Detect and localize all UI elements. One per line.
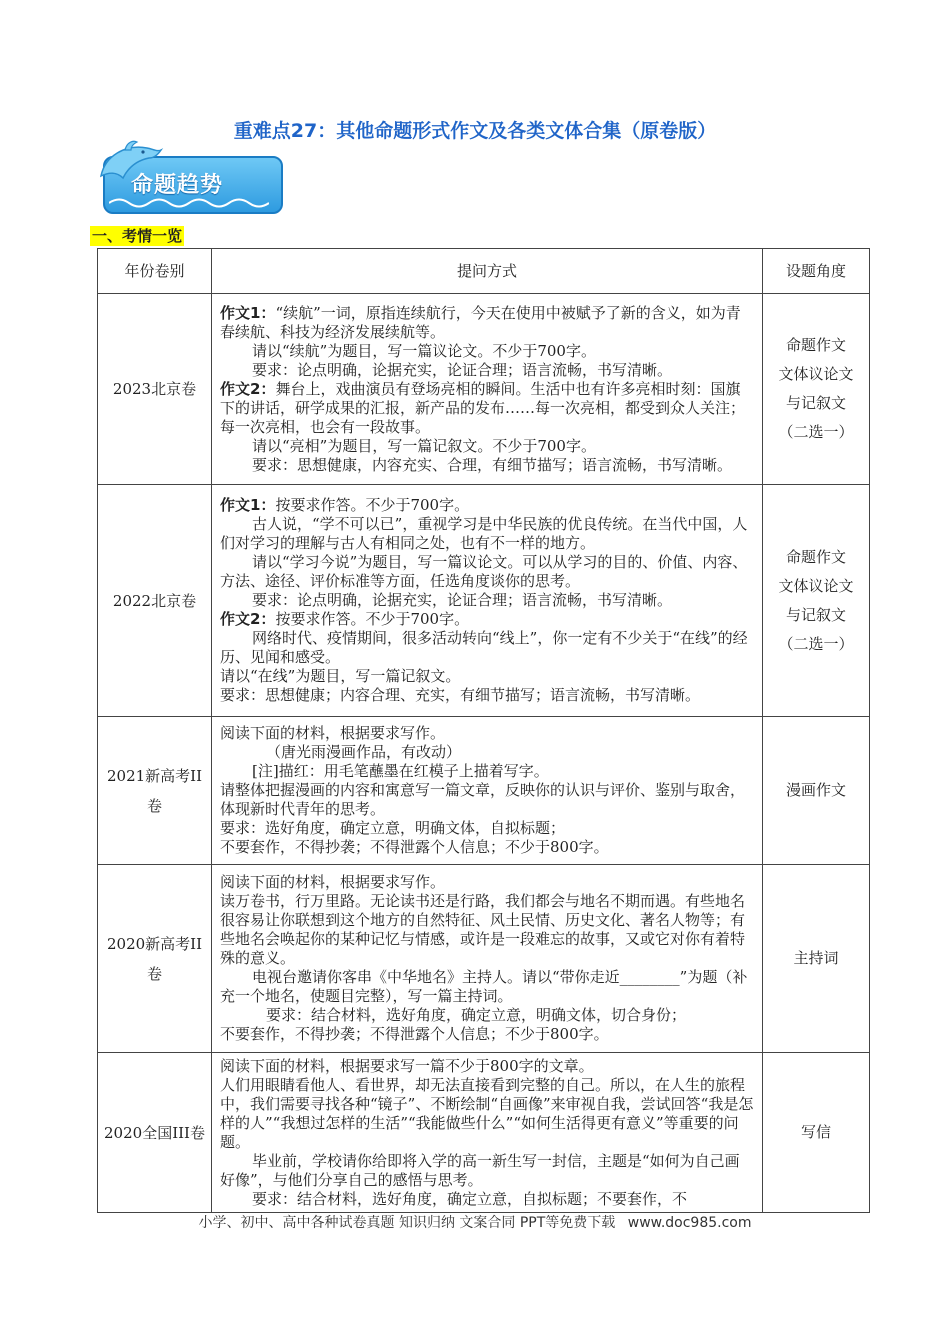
angle-cell (763, 717, 870, 865)
year-cell: 2021新高考II卷 (98, 717, 212, 865)
question-line (220, 1057, 754, 1076)
question-text: 要求：结合材料，选好角度，确定立意，自拟标题；不要套作，不 (252, 1189, 688, 1208)
page-title: 重难点27：其他命题形式作文及各类文体合集（原卷版） (233, 120, 717, 142)
question-text: [注]描红：用毛笔蘸墨在红模子上描着写字。 (252, 762, 549, 780)
question-line (220, 496, 754, 515)
banner (95, 138, 285, 220)
table-row (98, 485, 870, 717)
question-text: 请以“学习今说”为题目，写一篇议论文。可以从学习的目的、价值、内容、方法、途径、评价标准等方面，任选角度谈你的思考。 (220, 553, 748, 590)
question-text: 按要求作答。不少于700字。 (275, 496, 470, 514)
question-line (220, 1006, 754, 1025)
essay-label: 作文2： (220, 379, 276, 398)
question-text: 不要套作，不得抄袭；不得泄露个人信息；不少于800字。 (220, 1025, 609, 1043)
angle-line: 文体议论文 (778, 576, 854, 595)
question-line (220, 610, 754, 629)
question-cell (212, 865, 763, 1053)
footer-text: 小学、初中、高中各种试卷真题 知识归纳 文案合同 PPT等免费下载 (198, 1215, 616, 1231)
banner-label: 命题趋势 (131, 173, 224, 198)
question-line (220, 781, 754, 819)
footer (0, 1212, 950, 1232)
question-line (220, 380, 754, 437)
question-line (220, 1076, 754, 1152)
question-text: 舞台上，戏曲演员有登场亮相的瞬间。生活中也有许多亮相时刻：国旗下的讲话，研学成果的汇报，新产品的发布……每一次亮相，都受到众人关注；每一次亮相，也会有一段故事。 (220, 379, 746, 436)
question-text: 要求：论点明确，论据充实，论证合理；语言流畅，书写清晰。 (252, 591, 673, 609)
question-text: 阅读下面的材料，根据要求写作。 (220, 873, 446, 891)
question-line (220, 968, 754, 1006)
question-line (220, 437, 754, 456)
question-text: 请以“亮相”为题目，写一篇记叙文。不少于700字。 (252, 436, 596, 455)
question-text: 请以“在线”为题目，写一篇记叙文。 (220, 667, 461, 685)
question-text: 毕业前，学校请你给即将入学的高一新生写一封信，主题是“如何为自己画好像”，与他们分享自己的感悟与思考。 (220, 1151, 740, 1189)
header-year: 年份卷别 (98, 249, 212, 294)
essay-label: 作文2： (220, 610, 276, 628)
section-heading: 一、考情一览 (92, 227, 183, 245)
question-text: 人们用眼睛看他人、看世界，却无法直接看到完整的自己。所以，在人生的旅程中，我们需要寻找各种“镜子”、不断绘制“自画像”来审视自我，尝试回答“我是怎样的人”“我想过怎样的生活”“我能做些什么”“如何生活得更有意义”等重要的问题。 (220, 1075, 754, 1151)
table-body (98, 294, 870, 1213)
year-cell: 2023北京卷 (98, 294, 212, 485)
angle-line: （二选一） (778, 423, 854, 441)
question-text: 古人说，“学不可以已”，重视学习是中华民族的优良传统。在当代中国，人们对学习的理解与古人有相同之处，也有不一样的地方。 (220, 515, 748, 552)
year-cell: 2020新高考II卷 (98, 865, 212, 1053)
question-line (220, 342, 754, 361)
question-line (220, 819, 754, 838)
angle-cell (763, 1053, 870, 1213)
question-text: “续航”一词，原指连续航行，今天在使用中被赋予了新的含义，如为青春续航、科技为经济发展续航等。 (220, 303, 741, 341)
essay-label: 作文1： (220, 303, 276, 322)
question-line (220, 743, 754, 762)
question-text: 要求：思想健康，内容充实、合理，有细节描写；语言流畅，书写清晰。 (252, 455, 733, 474)
table-row (98, 1053, 870, 1213)
question-cell (212, 717, 763, 865)
question-line (220, 873, 754, 892)
question-line (220, 667, 754, 686)
question-text: 请整体把握漫画的内容和寓意写一篇文章，反映你的认识与评价、鉴别与取舍，体现新时代青年的思考。 (220, 781, 746, 818)
essay-label: 作文1： (220, 496, 276, 514)
question-line (220, 515, 754, 553)
table-header-row (98, 249, 870, 294)
header-angle: 设题角度 (763, 249, 870, 294)
question-text: 要求：论点明确，论据充实，论证合理；语言流畅，书写清晰。 (252, 360, 673, 379)
question-line (220, 591, 754, 610)
angle-line: 命题作文 (785, 336, 846, 354)
year-cell: 2022北京卷 (98, 485, 212, 717)
question-text: 阅读下面的材料，根据要求写一篇不少于800字的文章。 (220, 1056, 594, 1075)
exam-table (97, 248, 870, 1213)
question-text: 读万卷书，行万里路。无论读书还是行路，我们都会与地名不期而遇。有些地名很容易让你联想到这个地方的自然特征、风土民情、历史文化、著名人物等；有些地名会唤起你的某种记忆与情感，或许是一段难忘的故事，又或它对你有着特殊的意义。 (220, 892, 746, 967)
angle-line: 漫画作文 (785, 781, 846, 799)
question-cell (212, 485, 763, 717)
question-line (220, 724, 754, 743)
question-line (220, 1152, 754, 1190)
angle-cell (763, 294, 870, 485)
question-text: （唐光雨漫画作品，有改动） (266, 743, 462, 761)
question-text: 网络时代、疫情期间，很多活动转向“线上”，你一定有不少关于“在线”的经历、见闻和感受。 (220, 629, 748, 666)
question-line (220, 892, 754, 968)
question-text: 要求：结合材料，选好角度，确定立意，明确文体，切合身份； (266, 1006, 687, 1024)
question-line (220, 1025, 754, 1044)
angle-cell (763, 865, 870, 1053)
question-line (220, 456, 754, 475)
question-cell (212, 294, 763, 485)
angle-line: 写信 (800, 1123, 831, 1141)
angle-cell (763, 485, 870, 717)
header-question: 提问方式 (212, 249, 763, 294)
question-cell (212, 1053, 763, 1213)
question-line (220, 1190, 754, 1209)
angle-line: 主持词 (793, 949, 839, 967)
question-line (220, 686, 754, 705)
question-line (220, 762, 754, 781)
question-text: 电视台邀请你客串《中华地名》主持人。请以“带你走近________”为题（补充一个地名，使题目完整），写一篇主持词。 (220, 968, 748, 1005)
table-row (98, 865, 870, 1053)
question-text: 要求：思想健康；内容合理、充实，有细节描写；语言流畅，书写清晰。 (220, 686, 701, 704)
question-text: 要求：选好角度，确定立意，明确文体，自拟标题； (220, 819, 566, 837)
question-line (220, 838, 754, 857)
question-line (220, 553, 754, 591)
question-line (220, 361, 754, 380)
question-line (220, 304, 754, 342)
wave-decoration-icon (109, 196, 269, 210)
question-text: 请以“续航”为题目，写一篇议论文。不少于700字。 (252, 341, 596, 360)
question-line (220, 629, 754, 667)
angle-line: 命题作文 (785, 547, 846, 566)
angle-line: 文体议论文 (778, 365, 854, 383)
angle-line: 与记叙文 (785, 394, 846, 412)
angle-line: （二选一） (778, 634, 854, 653)
question-text: 阅读下面的材料，根据要求写作。 (220, 724, 446, 742)
year-cell: 2020全国III卷 (98, 1053, 212, 1213)
question-text: 按要求作答。不少于700字。 (275, 610, 470, 628)
table-row (98, 717, 870, 865)
footer-url: www.doc985.com (627, 1215, 752, 1231)
question-text: 不要套作，不得抄袭；不得泄露个人信息；不少于800字。 (220, 838, 609, 856)
angle-line: 与记叙文 (785, 605, 846, 624)
table-row (98, 294, 870, 485)
